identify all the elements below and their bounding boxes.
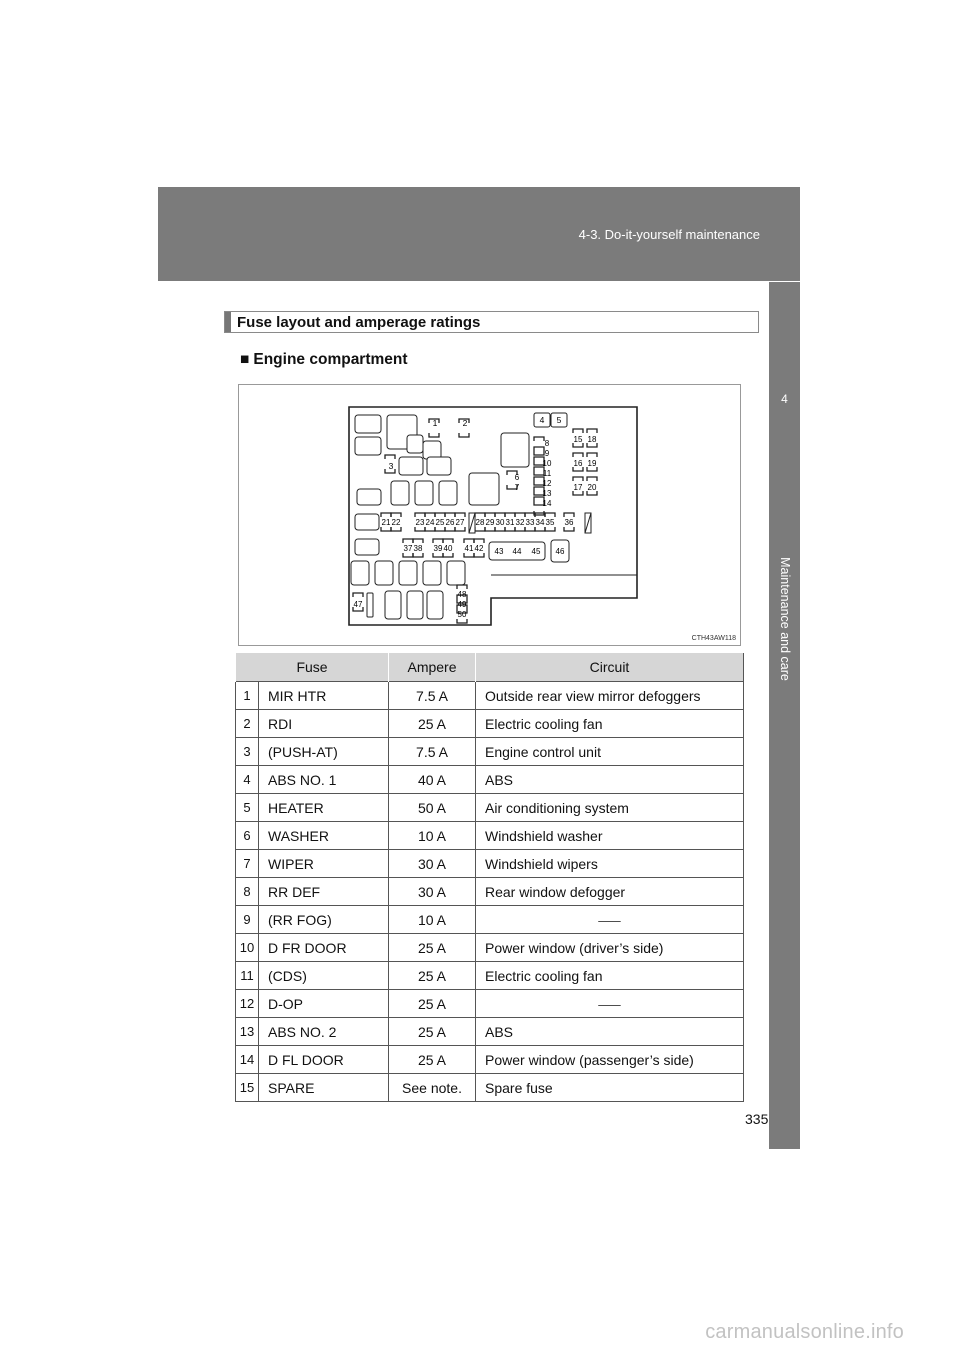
relay-block: [501, 433, 529, 467]
fuse-label-25: 25: [435, 518, 445, 527]
relay-block: [407, 435, 423, 453]
section-heading-bar: [225, 312, 231, 332]
relay-block: [351, 561, 369, 585]
relay-block: [385, 591, 401, 619]
side-tab-number: 4: [781, 392, 788, 406]
fuse-label-17: 17: [573, 483, 583, 492]
fuse-label-23: 23: [415, 518, 425, 527]
fuse-label-6: 6: [514, 473, 520, 482]
fuse-circuit: Power window (driver’s side): [476, 934, 744, 962]
fuse-label-45: 45: [531, 547, 541, 556]
fuse-circuit: Spare fuse: [476, 1074, 744, 1102]
fuse-ampere: 25 A: [389, 934, 476, 962]
fuse-number: 10: [236, 934, 259, 962]
fuse-ampere: 50 A: [389, 794, 476, 822]
fuse-label-34: 34: [535, 518, 545, 527]
fuse-label-30: 30: [495, 518, 505, 527]
fuse-ampere: 7.5 A: [389, 738, 476, 766]
fuse-number: 3: [236, 738, 259, 766]
fuse-label-27: 27: [455, 518, 465, 527]
fuse-name: (CDS): [259, 962, 389, 990]
chapter-title: 4-3. Do-it-yourself maintenance: [578, 227, 760, 242]
fuse-name: RDI: [259, 710, 389, 738]
fuse-ampere: 25 A: [389, 1046, 476, 1074]
fuse-label-2: 2: [462, 418, 468, 428]
fuse-label-44: 44: [512, 547, 522, 556]
watermark-text: carmanualsonline.info: [705, 1321, 904, 1343]
fuse-circuit: ABS: [476, 766, 744, 794]
fuse-circuit: Windshield washer: [476, 822, 744, 850]
relay-block: [469, 473, 499, 505]
fuse-name: D FR DOOR: [259, 934, 389, 962]
table-row: [236, 878, 744, 906]
fuse-label-38: 38: [413, 544, 423, 553]
fuse-label-24: 24: [425, 518, 435, 527]
fuse-number: 6: [236, 822, 259, 850]
fuse-number: 13: [236, 1018, 259, 1046]
fuse-label-43: 43: [494, 547, 504, 556]
fuse-label-40: 40: [443, 544, 453, 553]
fuse-number: 5: [236, 794, 259, 822]
table-row: [236, 962, 744, 990]
relay-block: [427, 457, 451, 475]
fuse-number: 2: [236, 710, 259, 738]
fuse-label-12: 12: [542, 479, 552, 488]
fuse-circuit: Engine control unit: [476, 738, 744, 766]
fuse-name: (PUSH-AT): [259, 738, 389, 766]
table-row: [236, 710, 744, 738]
fuse-circuit: Rear window defogger: [476, 878, 744, 906]
fuse-label-9: 9: [544, 449, 550, 458]
fuse-label-21: 21: [381, 518, 391, 527]
table-row: [236, 682, 744, 710]
fuse-label-39: 39: [433, 544, 443, 553]
fuse-name: ABS NO. 2: [259, 1018, 389, 1046]
fuse-number: 7: [236, 850, 259, 878]
table-row: [236, 1074, 744, 1102]
fuse-circuit: ABS: [476, 1018, 744, 1046]
fuse-label-29: 29: [485, 518, 495, 527]
fuse-label-47: 47: [353, 600, 363, 609]
side-tab-label: Maintenance and care: [778, 557, 792, 681]
spare-slot-icon: [469, 513, 475, 533]
fuse-label-50: 50: [457, 610, 467, 619]
fuse-label-5: 5: [556, 415, 562, 425]
fuse-label-3: 3: [388, 461, 394, 471]
fuse-label-8: 8: [544, 439, 550, 448]
fuse-label-15: 15: [573, 435, 583, 444]
fuse-label-13: 13: [542, 489, 552, 498]
fuse-ampere: 7.5 A: [389, 682, 476, 710]
fuse-ampere: 30 A: [389, 878, 476, 906]
relay-slot: [367, 593, 373, 617]
subsection-title: Engine compartment: [253, 351, 408, 368]
relay-block: [355, 514, 379, 530]
figure-code: CTH43AW118: [691, 635, 736, 642]
header-fuse: Fuse: [236, 653, 389, 682]
fuse-circuit: Power window (passenger’s side): [476, 1046, 744, 1074]
fuse-circuit: ⸺: [476, 906, 744, 934]
table-row: [236, 906, 744, 934]
fuse-label-37: 37: [403, 544, 413, 553]
relay-block: [407, 591, 423, 619]
fuse-ampere: 25 A: [389, 1018, 476, 1046]
relay-block: [439, 481, 457, 505]
fuse-name: HEATER: [259, 794, 389, 822]
fuse-number: 11: [236, 962, 259, 990]
fuse-number: 8: [236, 878, 259, 906]
relay-block: [399, 561, 417, 585]
square-bullet-icon: ■: [240, 351, 250, 368]
fuse-label-35: 35: [545, 518, 555, 527]
fuse-ampere: 25 A: [389, 962, 476, 990]
relay-block: [375, 561, 393, 585]
header-ampere: Ampere: [389, 653, 476, 682]
fuse-label-4: 4: [539, 415, 545, 425]
fuse-number: 14: [236, 1046, 259, 1074]
fuse-label-18: 18: [587, 435, 597, 444]
fuse-label-36: 36: [564, 518, 574, 527]
table-row: [236, 738, 744, 766]
fuse-circuit: Electric cooling fan: [476, 962, 744, 990]
table-row: [236, 822, 744, 850]
fuse-label-33: 33: [525, 518, 535, 527]
table-row: [236, 794, 744, 822]
relay-block: [423, 561, 441, 585]
fuse-circuit: Air conditioning system: [476, 794, 744, 822]
relay-block: [399, 457, 423, 475]
fuse-label-32: 32: [515, 518, 525, 527]
fuse-number: 4: [236, 766, 259, 794]
fuse-number: 1: [236, 682, 259, 710]
chapter-header: [158, 187, 800, 281]
relay-block: [355, 437, 381, 455]
section-heading-text: Fuse layout and amperage ratings: [237, 314, 481, 331]
fuse-number: 9: [236, 906, 259, 934]
fuse-label-31: 31: [505, 518, 515, 527]
table-row: [236, 990, 744, 1018]
fuse-number: 12: [236, 990, 259, 1018]
table-row: [236, 766, 744, 794]
fuse-table: [235, 653, 744, 1102]
table-row: [236, 850, 744, 878]
fuse-name: MIR HTR: [259, 682, 389, 710]
fuse-label-10: 10: [542, 459, 552, 468]
fuse-label-1: 1: [432, 418, 438, 428]
fuse-circuit: ⸺: [476, 990, 744, 1018]
fuse-label-48: 48: [457, 590, 467, 599]
relay-block: [423, 441, 441, 459]
spare-slot-icon: [585, 513, 591, 533]
section-heading: [224, 311, 759, 333]
fuse-label-41: 41: [464, 544, 474, 553]
fuse-box-figure: [238, 384, 741, 646]
fuse-circuit: Electric cooling fan: [476, 710, 744, 738]
fuse-name: ABS NO. 1: [259, 766, 389, 794]
table-row: [236, 1018, 744, 1046]
fuse-label-46: 46: [555, 547, 565, 556]
fuse-name: D FL DOOR: [259, 1046, 389, 1074]
relay-block: [355, 415, 381, 433]
fuse-ampere: 40 A: [389, 766, 476, 794]
table-row: [236, 1046, 744, 1074]
fuse-label-26: 26: [445, 518, 455, 527]
fuse-label-22: 22: [391, 518, 401, 527]
fuse-name: D-OP: [259, 990, 389, 1018]
fuse-box-diagram: [239, 385, 740, 645]
fuse-label-42: 42: [474, 544, 484, 553]
fuse-label-14: 14: [542, 499, 552, 508]
relay-block: [447, 561, 465, 585]
fuse-name: SPARE: [259, 1074, 389, 1102]
fuse-label-7: 7: [514, 483, 520, 492]
relay-block: [357, 489, 381, 505]
fuse-circuit: Outside rear view mirror defoggers: [476, 682, 744, 710]
fuse-number: 15: [236, 1074, 259, 1102]
fuse-name: WIPER: [259, 850, 389, 878]
fuse-ampere: See note.: [389, 1074, 476, 1102]
table-row: [236, 934, 744, 962]
header-circuit: Circuit: [476, 653, 744, 682]
fuse-circuit: Windshield wipers: [476, 850, 744, 878]
relay-block: [355, 539, 379, 555]
fuse-ampere: 30 A: [389, 850, 476, 878]
fuse-label-49: 49: [457, 600, 467, 609]
side-tab: [769, 282, 800, 1149]
fuse-label-11: 11: [542, 469, 552, 478]
relay-block: [427, 591, 443, 619]
watermark: [0, 1318, 960, 1358]
fuse-label-19: 19: [587, 459, 597, 468]
page-number: 335: [745, 1111, 769, 1127]
relay-block: [391, 481, 409, 505]
fuse-label-20: 20: [587, 483, 597, 492]
table-header-row: [236, 653, 744, 682]
fuse-label-16: 16: [573, 459, 583, 468]
fuse-ampere: 10 A: [389, 906, 476, 934]
subsection-heading: [240, 351, 408, 369]
fuse-name: (RR FOG): [259, 906, 389, 934]
fuse-ampere: 10 A: [389, 822, 476, 850]
fuse-ampere: 25 A: [389, 710, 476, 738]
relay-block: [415, 481, 433, 505]
fuse-name: WASHER: [259, 822, 389, 850]
fuse-name: RR DEF: [259, 878, 389, 906]
fuse-ampere: 25 A: [389, 990, 476, 1018]
fuse-label-28: 28: [475, 518, 485, 527]
